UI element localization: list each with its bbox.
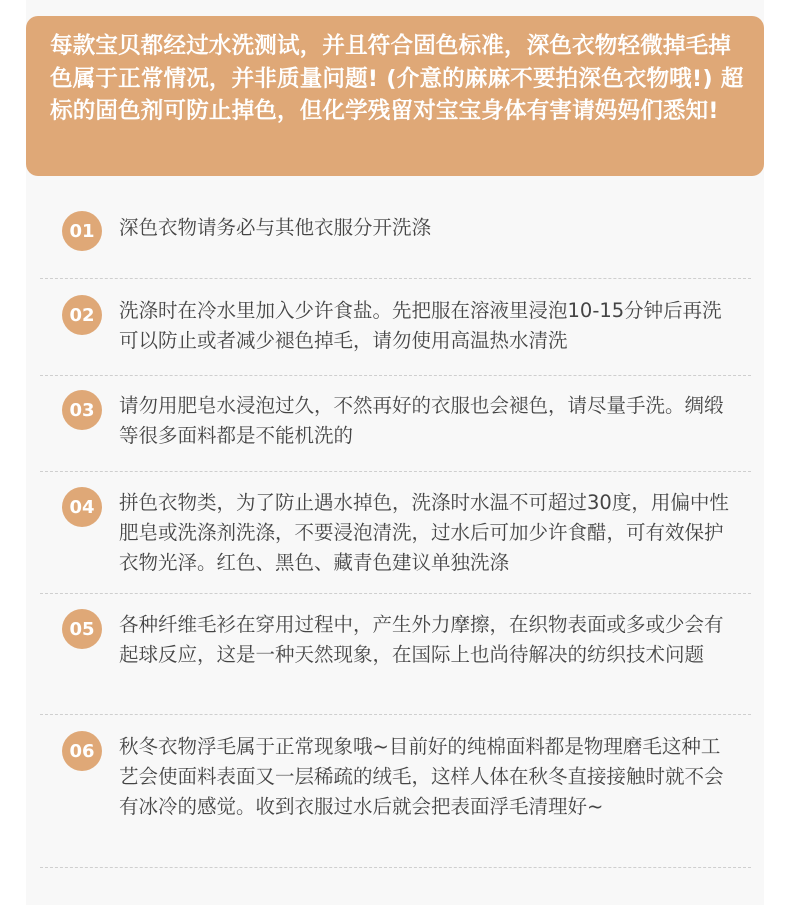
item-text: 深色衣物请务必与其他衣服分开洗涤 [119,216,432,239]
list-item [40,376,751,472]
list-item [40,715,751,868]
care-tips-list [40,185,751,868]
number-badge: 05 [62,609,102,649]
list-item [40,185,751,279]
list-item [40,472,751,594]
list-item [40,279,751,376]
item-text: 拼色衣物类，为了防止遇水掉色，洗涤时水温不可超过30度，用偏中性肥皂或洗涤剂洗涤，不要浸泡清洗，过水后可加少许食醋，可有效保护衣物光泽。红色、黑色、藏青色建议单独洗涤 [119,491,729,574]
notice-text: 每款宝贝都经过水洗测试，并且符合固色标准，深色衣物轻微掉毛掉色属于正常情况，并非质量问题! (介意的麻麻不要拍深色衣物哦!) 超标的固色剂可防止掉色，但化学残留对宝宝身体有害请妈妈们悉知! [50,33,744,124]
item-text: 洗涤时在冷水里加入少许食盐。先把服在溶液里浸泡10-15分钟后再洗可以防止或者减少褪色掉毛，请勿使用高温热水清洗 [119,299,722,352]
notice-banner [26,16,764,176]
number-badge: 01 [62,211,102,251]
number-badge: 02 [62,295,102,335]
number-badge: 04 [62,487,102,527]
number-badge: 03 [62,390,102,430]
item-text: 秋冬衣物浮毛属于正常现象哦~目前好的纯棉面料都是物理磨毛这种工艺会使面料表面又一层稀疏的绒毛，这样人体在秋冬直接接触时就不会有冰冷的感觉。收到衣服过水后就会把表面浮毛清理好~ [119,735,724,818]
item-text: 请勿用肥皂水浸泡过久，不然再好的衣服也会褪色，请尽量手洗。绸缎等很多面料都是不能机洗的 [119,394,724,447]
list-item [40,594,751,715]
number-badge: 06 [62,731,102,771]
item-text: 各种纤维毛衫在穿用过程中，产生外力摩擦，在织物表面或多或少会有起球反应，这是一种天然现象，在国际上也尚待解决的纺织技术问题 [119,613,724,666]
